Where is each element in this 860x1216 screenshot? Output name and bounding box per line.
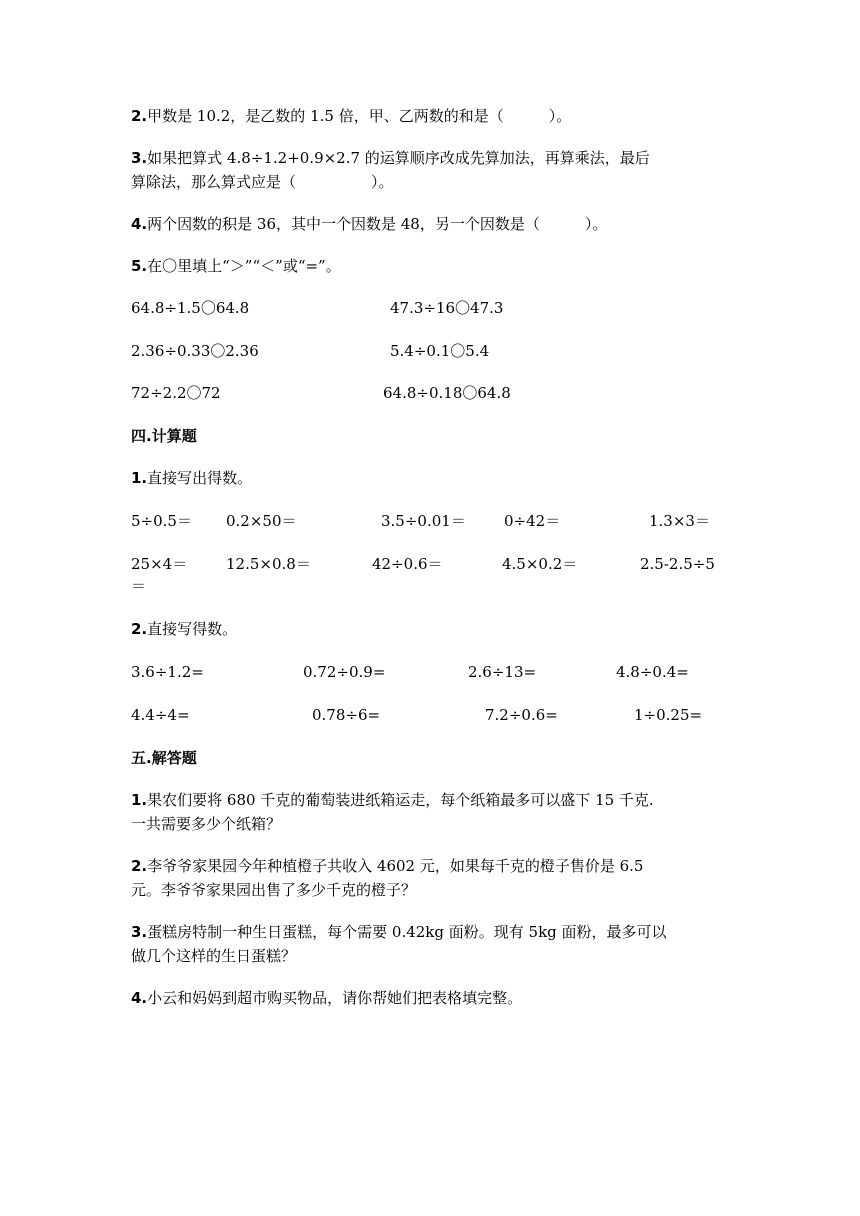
section-5-question-3-continued	[131, 945, 296, 967]
question-text: 一共需要多少个纸箱？	[131, 815, 282, 833]
question-text: 小云和妈妈到超市购买物品，请你帮她们把表格填完整。	[147, 989, 523, 1007]
question-text: 甲数是 10.2，是乙数的 1.5 倍，甲、乙两数的和是（ ）。	[147, 107, 572, 125]
section-4-question-1	[131, 467, 252, 489]
question-2	[131, 105, 571, 127]
question-text: 算除法，那么算式应是（ ）。	[131, 173, 394, 191]
calc-item-wrap: ＝	[131, 577, 147, 595]
question-text: 直接写得数。	[147, 620, 238, 638]
question-text: 做几个这样的生日蛋糕？	[131, 947, 297, 965]
comparison-item: 2.36÷0.33〇2.36	[131, 342, 259, 360]
question-text: 直接写出得数。	[147, 469, 253, 487]
comparison-item: 72÷2.2〇72	[131, 384, 221, 402]
calc-item: 2.5-2.5÷5	[640, 555, 715, 573]
section-5-title: 五.解答题	[131, 749, 197, 767]
calc-item: 7.2÷0.6=	[485, 706, 558, 724]
comparison-item: 47.3÷16〇47.3	[390, 299, 504, 317]
question-4	[131, 213, 607, 235]
question-text: 如果把算式 4.8÷1.2+0.9×2.7 的运算顺序改成先算加法，再算乘法，最后	[147, 149, 650, 167]
section-4-title: 四.计算题	[131, 427, 197, 445]
question-number: 4.	[131, 989, 148, 1007]
question-number: 1.	[131, 469, 148, 487]
calc-item: 0÷42＝	[504, 512, 561, 530]
question-5	[131, 255, 341, 277]
calc-item: 4.8÷0.4=	[616, 663, 689, 681]
question-number: 2.	[131, 620, 148, 638]
section-5-question-3	[131, 921, 667, 943]
question-number: 2.	[131, 857, 148, 875]
question-number: 1.	[131, 791, 148, 809]
section-4-question-2	[131, 618, 237, 640]
question-text: 果农们要将 680 千克的葡萄装进纸箱运走，每个纸箱最多可以盛下 15 千克.	[147, 791, 654, 809]
question-text: 蛋糕房特制一种生日蛋糕，每个需要 0.42kg 面粉。现有 5kg 面粉，最多可以	[147, 923, 667, 941]
calc-item: 0.78÷6=	[312, 706, 381, 724]
calc-item: 3.5÷0.01＝	[381, 512, 466, 530]
calc-item: 1÷0.25=	[634, 706, 703, 724]
section-5-question-1	[131, 789, 654, 811]
question-text: 元。李爷爷家果园出售了多少千克的橙子？	[131, 881, 417, 899]
calc-item: 4.5×0.2＝	[502, 555, 578, 573]
calc-item: 4.4÷4=	[131, 706, 190, 724]
question-number: 3.	[131, 149, 148, 167]
question-3	[131, 147, 650, 169]
question-number: 4.	[131, 215, 148, 233]
comparison-item: 64.8÷1.5〇64.8	[131, 299, 250, 317]
calc-item: 2.6÷13=	[468, 663, 537, 681]
question-3-continued	[131, 171, 394, 193]
comparison-item: 64.8÷0.18〇64.8	[383, 384, 511, 402]
calc-item: 42÷0.6＝	[372, 555, 443, 573]
calc-item: 12.5×0.8＝	[226, 555, 311, 573]
section-5-question-1-continued	[131, 813, 281, 835]
calc-item: 3.6÷1.2=	[131, 663, 204, 681]
section-5-question-2-continued	[131, 879, 416, 901]
question-text: 李爷爷家果园今年种植橙子共收入 4602 元，如果每千克的橙子售价是 6.5	[147, 857, 644, 875]
question-text: 两个因数的积是 36，其中一个因数是 48，另一个因数是（ ）。	[147, 215, 608, 233]
section-5-question-2	[131, 855, 643, 877]
question-number: 5.	[131, 257, 148, 275]
calc-item: 25×4＝	[131, 555, 188, 573]
question-number: 3.	[131, 923, 148, 941]
section-5-question-4	[131, 987, 522, 1009]
question-number: 2.	[131, 107, 148, 125]
question-text: 在〇里填上“＞”“＜”或“=”。	[147, 257, 341, 275]
comparison-item: 5.4÷0.1〇5.4	[390, 342, 490, 360]
calc-item: 5÷0.5＝	[131, 512, 192, 530]
calc-item: 0.72÷0.9=	[303, 663, 386, 681]
calc-item: 1.3×3＝	[649, 512, 710, 530]
calc-item: 0.2×50＝	[226, 512, 297, 530]
